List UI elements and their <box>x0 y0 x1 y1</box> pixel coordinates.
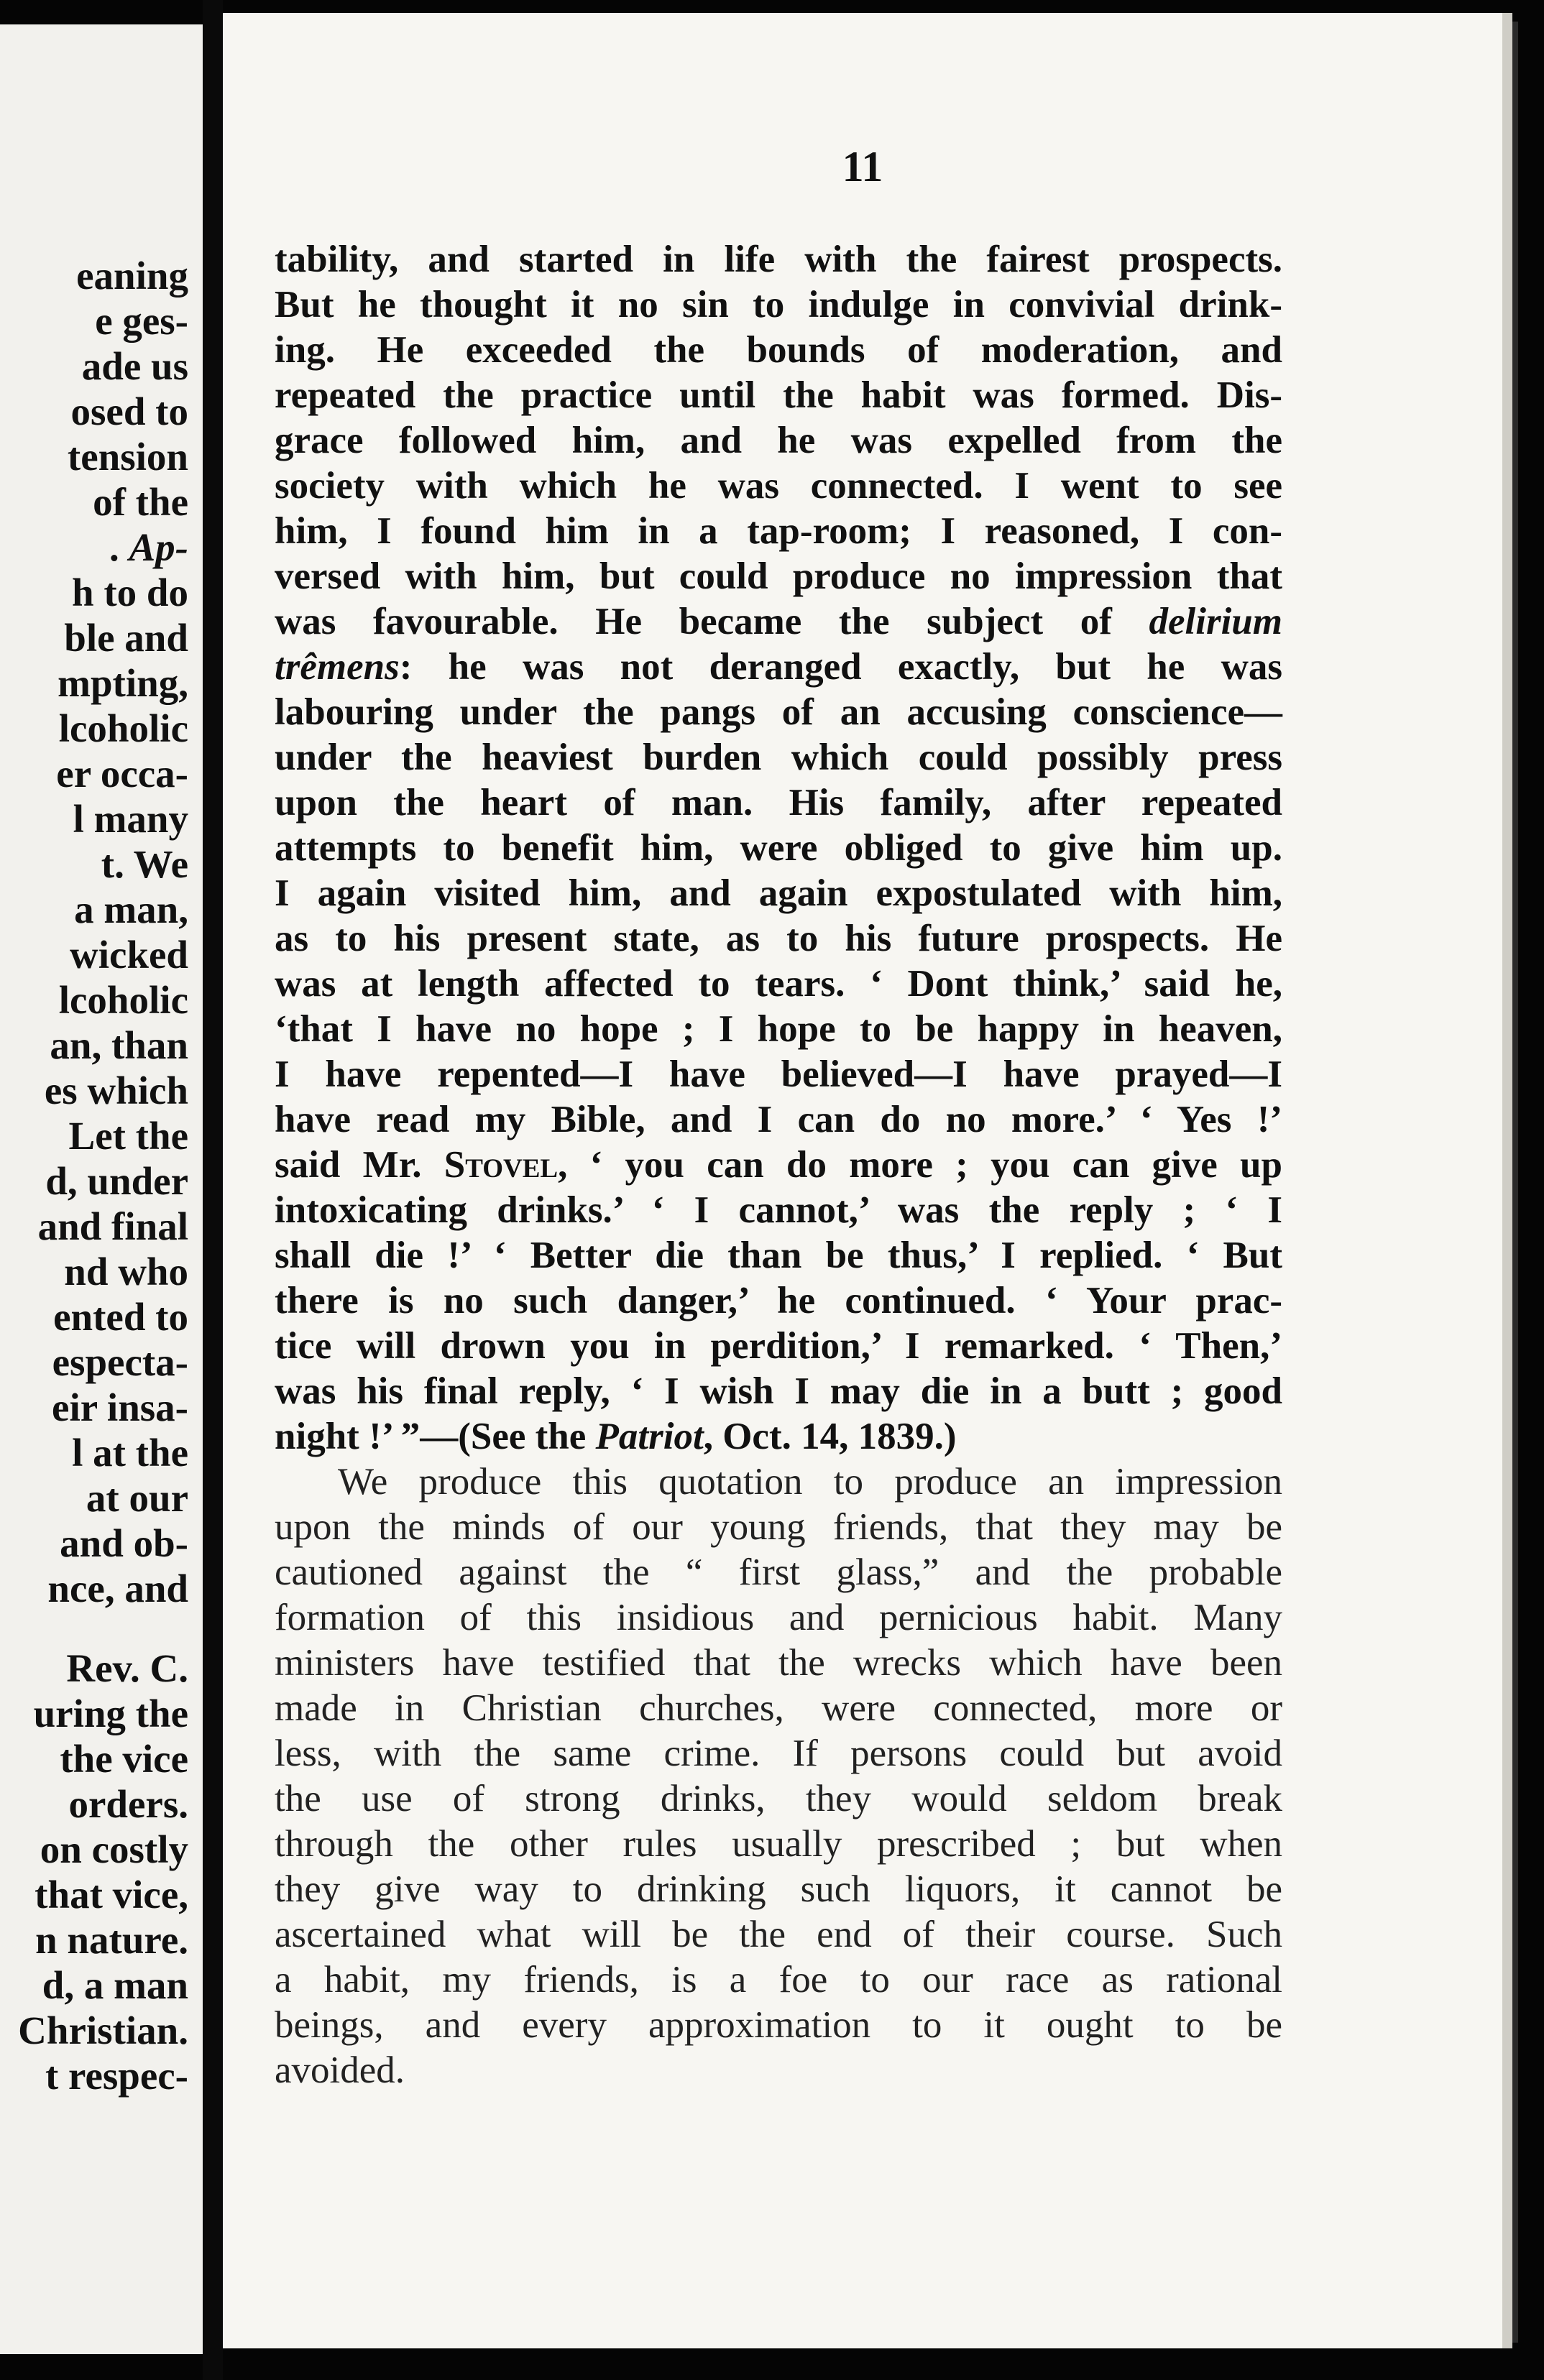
text-line: ministers have testified that the wrecks which have been <box>275 1642 1282 1684</box>
text-line: ‘that I have no hope ; I hope to be happy in heaven, <box>275 1008 1282 1050</box>
left-line: a man, <box>74 887 188 931</box>
text-line: ascertained what will be the end of their course. Such <box>275 1914 1282 1955</box>
text-line: formation of this insidious and pernicious habit. Many <box>275 1597 1282 1638</box>
text-line: under the heaviest burden which could possibly press <box>275 737 1282 778</box>
left-line: h to do <box>72 571 188 614</box>
text-line: a habit, my friends, is a foe to our race as rational <box>275 1959 1282 2001</box>
text-line: avoided. <box>275 2049 405 2091</box>
text-line: tice will drown you in perdition,’ I remarked. ‘ Then,’ <box>275 1325 1282 1367</box>
right-page <box>223 13 1502 2348</box>
left-line: Let the <box>68 1114 188 1158</box>
text-segment: was favourable. He became the subject of <box>275 601 1112 642</box>
text-segment: , Oct. 14, 1839.) <box>703 1416 957 1457</box>
text-line: was at length affected to tears. ‘ Dont think,’ said he, <box>275 963 1282 1005</box>
text-line: upon the minds of our young friends, that they may be <box>275 1506 1282 1548</box>
text-segment: , ‘ you can do more ; you can give up <box>558 1144 1283 1186</box>
left-line: ented to <box>53 1295 188 1339</box>
text-segment: : he was not deranged exactly, but he was <box>399 646 1282 688</box>
text-line: We produce this quotation to produce an impression <box>338 1461 1282 1503</box>
page-edge-shadow <box>1512 22 1518 2343</box>
left-line: an, than <box>50 1023 188 1067</box>
text-segment: said Mr. <box>275 1144 422 1186</box>
left-line: es which <box>44 1069 188 1112</box>
text-line: ing. He exceeded the bounds of moderation, and <box>275 329 1282 371</box>
text-line: attempts to benefit him, were obliged to give him up. <box>275 827 1282 869</box>
left-line: l at the <box>72 1431 188 1475</box>
small-caps-name: Stovel <box>444 1144 559 1186</box>
left-line: that vice, <box>35 1873 188 1917</box>
left-line: t respec- <box>45 2054 188 2098</box>
text-line: the use of strong drinks, they would seldom break <box>275 1778 1282 1819</box>
text-line: repeated the practice until the habit was formed. Dis- <box>275 374 1282 416</box>
left-line: ade us <box>81 344 188 388</box>
left-line: nd who <box>64 1250 188 1293</box>
text-line: I have repented—I have believed—I have prayed—I <box>275 1053 1282 1095</box>
italic-term: trêmens <box>275 646 400 688</box>
left-line: Christian. <box>18 2008 188 2052</box>
text-line <box>275 599 1282 645</box>
text-line <box>275 645 1282 690</box>
left-line: orders. <box>68 1782 188 1826</box>
text-line: less, with the same crime. If persons could but avoid <box>275 1733 1282 1774</box>
text-line: tability, and started in life with the fairest prospects. <box>275 239 1282 280</box>
text-line <box>275 1414 1282 1459</box>
left-line: tension <box>67 435 188 479</box>
left-line: lcoholic <box>58 978 188 1022</box>
left-line: e ges- <box>95 299 188 343</box>
text-segment: night !’ ”—(See the <box>275 1416 587 1457</box>
left-line: nce, and <box>47 1567 188 1610</box>
text-line: cautioned against the “ first glass,” and the probable <box>275 1551 1282 1593</box>
left-line: mpting, <box>58 661 188 705</box>
left-line: at our <box>86 1476 188 1520</box>
left-line: t. We <box>101 842 188 886</box>
text-line: him, I found him in a tap-room; I reasoned, I con- <box>275 510 1282 552</box>
left-line <box>0 525 188 570</box>
text-line: beings, and every approximation to it ought to be <box>275 2004 1282 2046</box>
text-line: But he thought it no sin to indulge in convivial drink- <box>275 284 1282 326</box>
left-line: er occa- <box>56 752 188 795</box>
text-line: I again visited him, and again expostulated with him, <box>275 872 1282 914</box>
left-line: uring the <box>33 1692 188 1735</box>
left-line: and final <box>37 1204 188 1248</box>
text-line: society with which he was connected. I went to see <box>275 465 1282 507</box>
left-line: d, under <box>45 1159 188 1203</box>
left-line: l many <box>73 797 188 841</box>
text-line: shall die !’ ‘ Better die than be thus,’ I replied. ‘ But <box>275 1235 1282 1276</box>
left-line: eir insa- <box>52 1385 188 1429</box>
text-line: made in Christian churches, were connected, more or <box>275 1687 1282 1729</box>
text-line: grace followed him, and he was expelled from the <box>275 420 1282 461</box>
text-line: as to his present state, as to his future prospects. He <box>275 918 1282 959</box>
left-line: eaning <box>76 254 188 298</box>
left-page-text <box>0 253 188 2098</box>
text-line: labouring under the pangs of an accusing conscience— <box>275 691 1282 733</box>
left-facing-page <box>0 24 203 2354</box>
left-line: wicked <box>70 933 188 977</box>
left-line: Rev. C. <box>66 1646 188 1690</box>
page-body-text <box>275 237 1282 2093</box>
book-gutter <box>203 0 223 2380</box>
text-line: was his final reply, ‘ I wish I may die in a butt ; good <box>275 1370 1282 1412</box>
left-line: n nature. <box>35 1918 188 1962</box>
left-line: on costly <box>40 1827 188 1871</box>
left-line: the vice <box>60 1737 188 1781</box>
text-line: have read my Bible, and I can do no more.’ ‘ Yes !’ <box>275 1099 1282 1140</box>
page-edge <box>1502 13 1512 2348</box>
text-line: they give way to drinking such liquors, it cannot be <box>275 1868 1282 1910</box>
left-line: ble and <box>64 616 188 660</box>
left-line: and ob- <box>60 1521 188 1565</box>
text-line: through the other rules usually prescribed ; but when <box>275 1823 1282 1865</box>
page-number: 11 <box>842 143 883 190</box>
left-line: of the <box>93 480 188 524</box>
left-line: lcoholic <box>58 706 188 750</box>
left-line: d, a man <box>42 1963 188 2007</box>
text-line: intoxicating drinks.’ ‘ I cannot,’ was the reply ; ‘ I <box>275 1189 1282 1231</box>
text-line <box>275 1143 1282 1188</box>
left-line: especta- <box>52 1340 188 1384</box>
left-line: osed to <box>70 389 188 433</box>
text-line: versed with him, but could produce no impression that <box>275 555 1282 597</box>
text-line: upon the heart of man. His family, after repeated <box>275 782 1282 824</box>
italic-title: Patriot <box>595 1416 704 1457</box>
left-line-start: . Ap- <box>111 525 188 569</box>
italic-term: delirium <box>1149 601 1282 642</box>
text-line: there is no such danger,’ he continued. ‘ Your prac- <box>275 1280 1282 1322</box>
